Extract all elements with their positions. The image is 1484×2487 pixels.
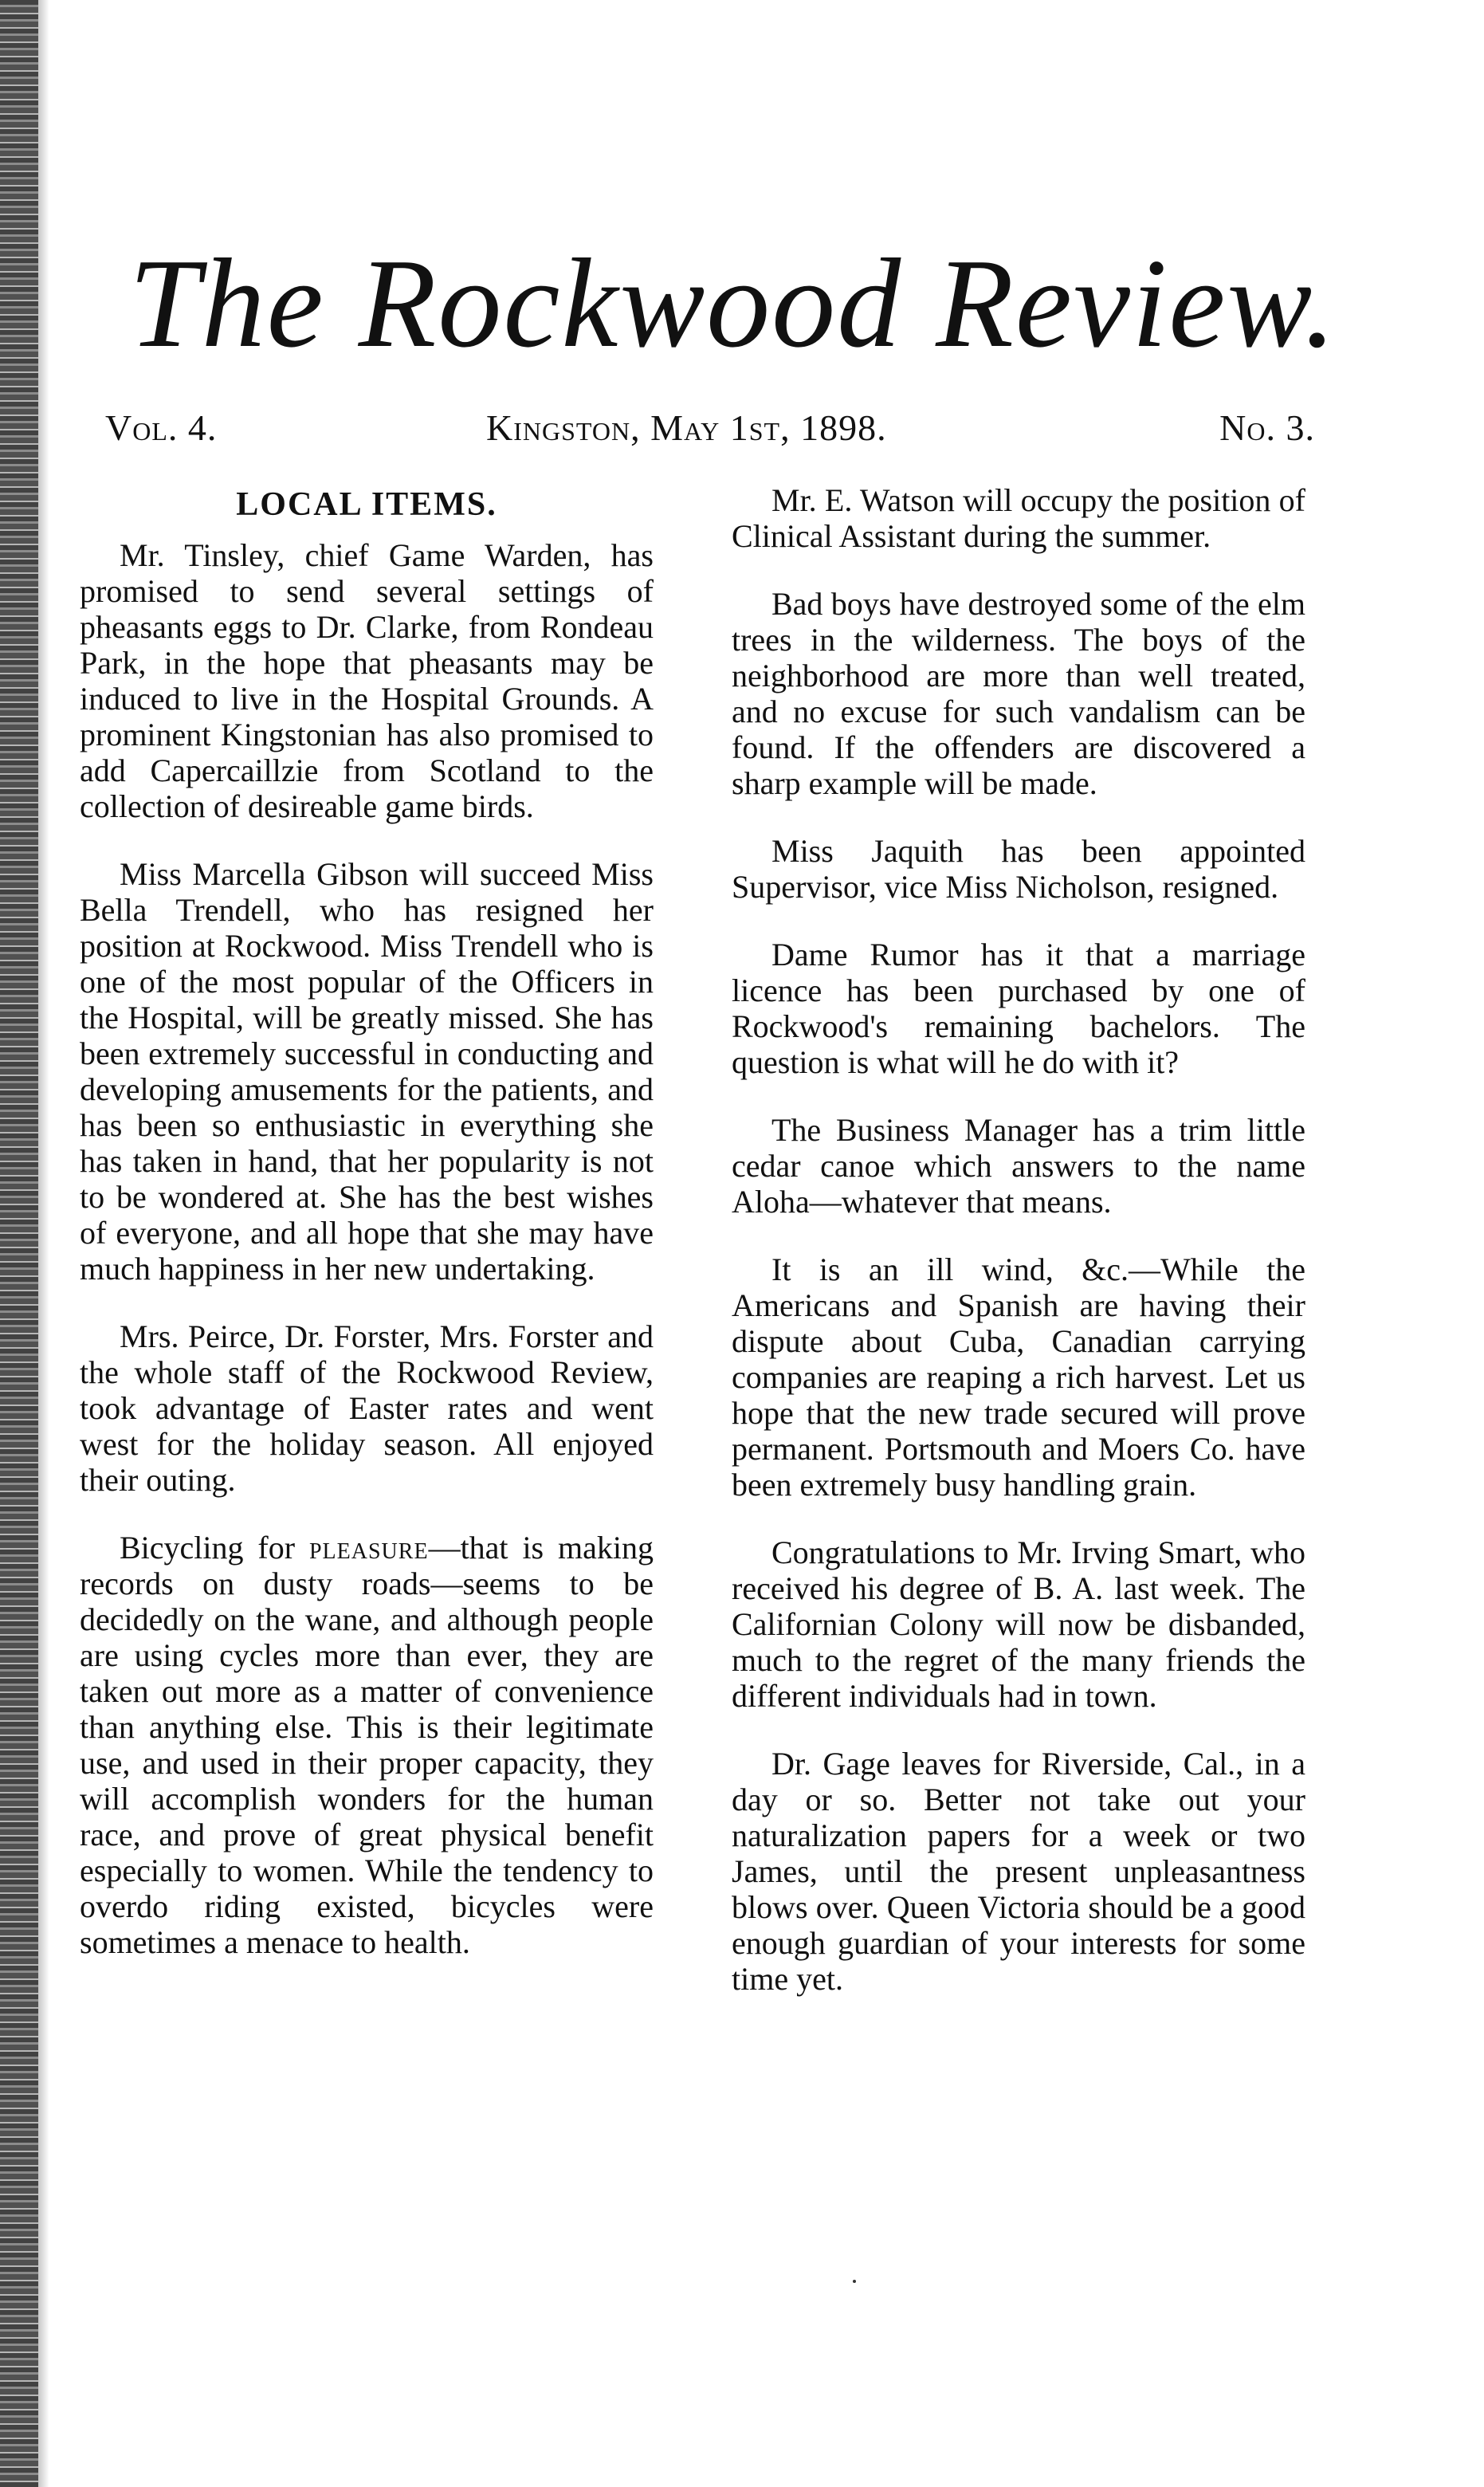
right-column — [732, 482, 1305, 2029]
bicycling-emphasis: pleasure — [308, 1530, 429, 1566]
section-heading-local-items: LOCAL ITEMS. — [236, 486, 497, 523]
print-speck — [853, 2280, 856, 2283]
item-easter-outing: Mrs. Peirce, Dr. Forster, Mrs. Forster and the whole staff of the Rockwood Review, took advantage of Easter rates and went west for the holiday season. All enjoyed their outing. — [80, 1318, 654, 1498]
page-binding-edge — [0, 0, 38, 2487]
item-dr-gage: Dr. Gage leaves for Riverside, Cal., in a day or so. Better not take out your naturalization papers for a week or two James, until the present unpleasantness blows over. Queen Victoria should be a good enough guardian of your interests for some time yet. — [732, 1746, 1305, 1997]
bicycling-lead: Bicycling for — [120, 1530, 296, 1566]
item-dame-rumor: Dame Rumor has it that a marriage licence has been purchased by one of Rockwood's remaining bachelors. The question is what will he do with it? — [732, 937, 1305, 1080]
item-ill-wind: It is an ill wind, &c.—While the Americans and Spanish are having their dispute about Cuba, Canadian carrying companies are reaping a rich harvest. Let us hope that the new trade secured will prove permanent. Portsmouth and Moers Co. have been extremely busy handling grain. — [732, 1251, 1305, 1503]
item-watson: Mr. E. Watson will occupy the position of Clinical Assistant during the summer. — [732, 482, 1305, 554]
bicycling-rest: —that is making records on dusty roads—seems to be decidedly on the wane, and although people are using cycles more than ever, they are taken out more as a matter of convenience than anything else. This is their legitimate use, and used in their proper capacity, they will accomplish wonders for the human race, and prove of great physical benefit especially to women. While the tendency to overdo riding existed, bicycles were sometimes a menace to health. — [80, 1530, 654, 1960]
place-date-label: Kingston, May 1st, 1898. — [486, 407, 887, 448]
item-canoe: The Business Manager has a trim little cedar canoe which answers to the name Aloha—whatever that means. — [732, 1112, 1305, 1220]
volume-label: Vol. 4. — [105, 407, 218, 448]
item-jaquith: Miss Jaquith has been appointed Supervisor, vice Miss Nicholson, resigned. — [732, 833, 1305, 905]
left-column — [80, 482, 654, 1992]
issue-number-label: No. 3. — [1219, 407, 1315, 448]
item-congratulations: Congratulations to Mr. Irving Smart, who received his degree of B. A. last week. The Californian Colony will now be disbanded, much to the regret of the many friends the different individuals had in town. — [732, 1534, 1305, 1714]
dateline — [96, 407, 1315, 454]
item-tinsley-pheasants: Mr. Tinsley, chief Game Warden, has promised to send several settings of pheasants eggs to Dr. Clarke, from Rondeau Park, in the hope that pheasants may be induced to live in the Hospital Grounds. A prominent Kingstonian has also promised to add Capercaillzie from Scotland to the collection of desireable game birds. — [80, 537, 654, 824]
item-bicycling — [80, 1530, 654, 1960]
item-bad-boys: Bad boys have destroyed some of the elm trees in the wilderness. The boys of the neighborhood are more than well treated, and no excuse for such vandalism can be found. If the offenders are discovered a sharp example will be made. — [732, 586, 1305, 801]
item-gibson-trendell: Miss Marcella Gibson will succeed Miss Bella Trendell, who has resigned her position at Rockwood. Miss Trendell who is one of the most popular of the Officers in the Hospital, will be greatly missed. She has been extremely successful in conducting and developing amusements for the patients, and has been so enthusiastic in everything she has taken in hand, that her popularity is not to be wondered at. She has the best wishes of everyone, and all hope that she may have much happiness in her new undertaking. — [80, 856, 654, 1287]
masthead-title: The Rockwood Review. — [128, 232, 1338, 374]
